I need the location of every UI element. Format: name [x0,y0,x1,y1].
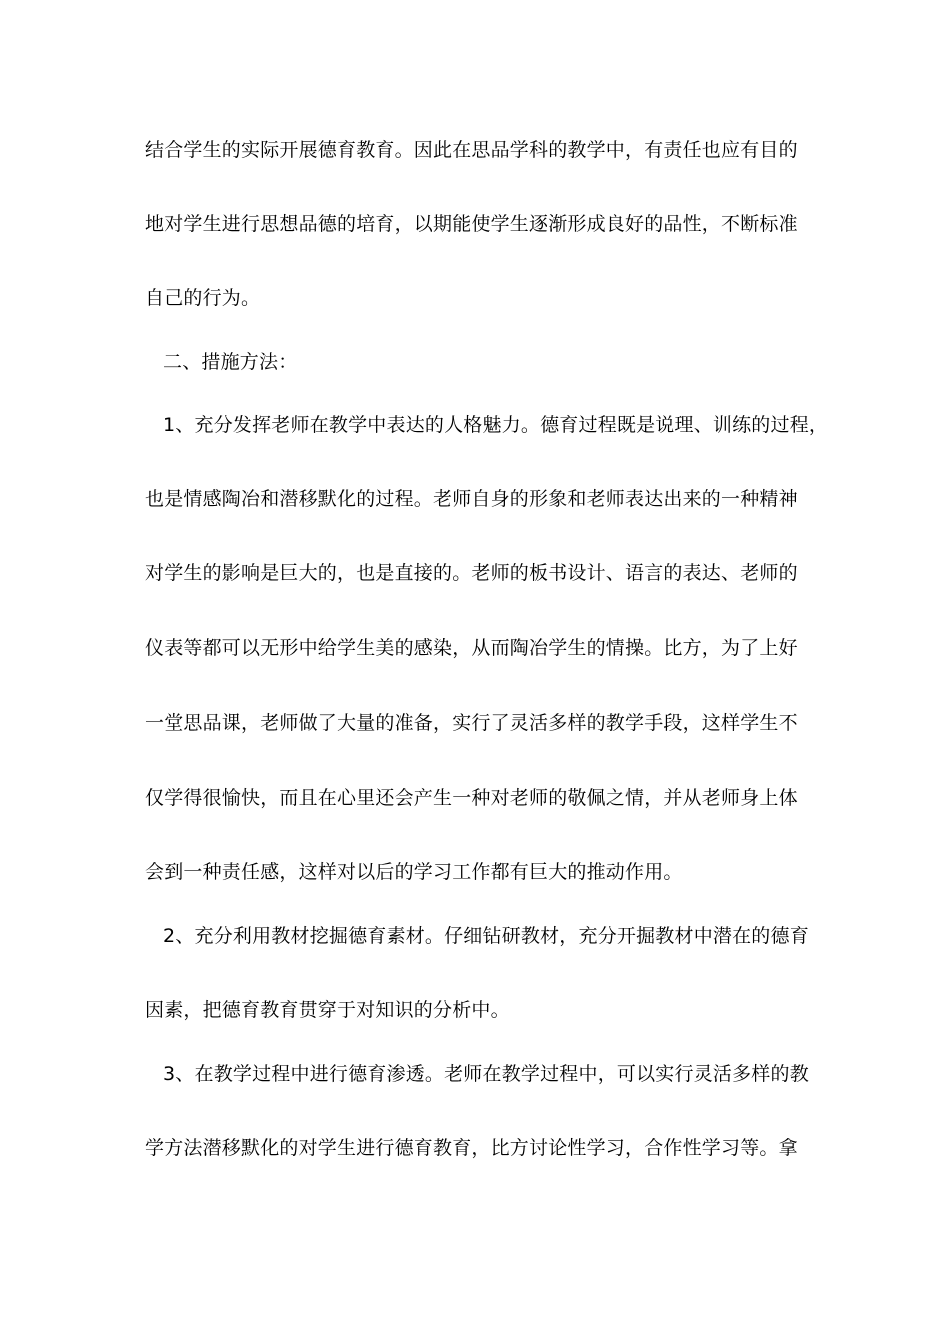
paragraph-line: 1、充分发挥老师在教学中表达的人格魅力。德育过程既是说理、训练的过程， [163,414,829,436]
section-heading: 二、措施方法： [163,351,298,373]
paragraph-line: 地对学生进行思想品德的培育，以期能使学生逐渐形成良好的品性，不断标准 [145,213,798,235]
paragraph-line: 结合学生的实际开展德育教育。因此在思品学科的教学中，有责任也应有目的 [145,139,798,161]
paragraph-line: 仪表等都可以无形中给学生美的感染，从而陶冶学生的情操。比方，为了上好 [145,637,798,659]
paragraph-line: 自己的行为。 [145,287,261,309]
paragraph-line: 3、在教学过程中进行德育渗透。老师在教学过程中，可以实行灵活多样的教 [163,1063,809,1085]
paragraph-line: 学方法潜移默化的对学生进行德育教育，比方讨论性学习，合作性学习等。拿 [145,1137,798,1159]
paragraph-line: 仅学得很愉快，而且在心里还会产生一种对老师的敬佩之情，并从老师身上体 [145,787,798,809]
paragraph-line: 也是情感陶冶和潜移默化的过程。老师自身的形象和老师表达出来的一种精神 [145,488,798,510]
paragraph-line: 因素，把德育教育贯穿于对知识的分析中。 [145,999,510,1021]
paragraph-line: 一堂思品课，老师做了大量的准备，实行了灵活多样的教学手段，这样学生不 [145,712,798,734]
paragraph-line: 对学生的影响是巨大的，也是直接的。老师的板书设计、语言的表达、老师的 [145,562,798,584]
paragraph-line: 2、充分利用教材挖掘德育素材。仔细钻研教材，充分开掘教材中潜在的德育 [163,925,809,947]
paragraph-line: 会到一种责任感，这样对以后的学习工作都有巨大的推动作用。 [145,861,683,883]
